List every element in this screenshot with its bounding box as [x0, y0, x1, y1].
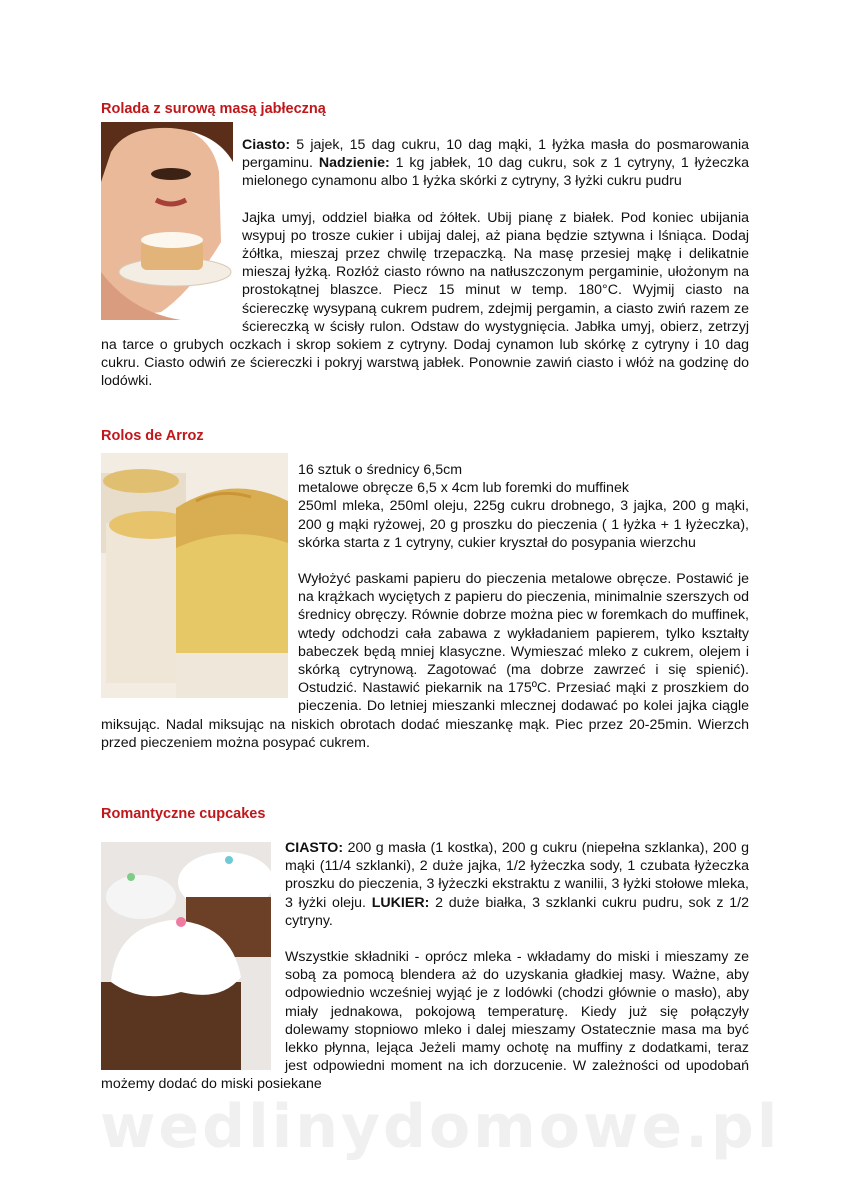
recipe-rolos-de-arroz	[101, 427, 749, 752]
ingredients-ciasto: 5 jajek, 15 dag cukru, 10 dag mąki, 1 łyżka masła do posmarowania pergaminu.	[242, 137, 749, 172]
ingredients-lukier: 2 duże białka, 3 szklanki cukru pudru, sok z 1/2 cytryny.	[285, 894, 750, 929]
watermark: wedlinydomowe.pl	[100, 1092, 781, 1162]
ingredients-label-lukier: LUKIER:	[371, 894, 430, 911]
recipe-title: Rolos de Arroz	[101, 428, 204, 444]
recipe-rolada	[101, 100, 749, 391]
ingredients-list: 250ml mleka, 250ml oleju, 225g cukru drobnego, 3 jajka, 200 g mąki, 200 g mąki ryżowej, 20 g proszku do pieczenia ( 1 łyżka + 1 łyżeczka), skórka starta z 1 cytryny, cukier kryształ do posypania wierzchu	[298, 498, 749, 551]
ingredients-label-nadzienie: Nadzienie:	[318, 155, 390, 172]
equipment-line: metalowe obręcze 6,5 x 4cm lub foremki do muffinek	[298, 480, 629, 497]
recipe-method: Wszystkie składniki - oprócz mleka - wkładamy do miski i mieszamy ze sobą za pomocą blendera aż do uzyskania gładkiej masy. Ważne, aby odpowiednio wcześniej wyjąć je z lodówki (chodzi głównie o masło), aby miały jednakowa, pokojową temperaturę. Kiedy już się połączyły dolewamy stopniowo mleko i dalej mieszamy Ostatecznie masa ma być lekko płynna, lejąca Jeżeli mamy ochotę na muffiny z dodatkami, teraz jest odpowiedni moment na ich dorzucenie. W zależności od upodobań możemy dodać do miski posiekane	[101, 949, 749, 1093]
ingredients-label-ciasto: Ciasto:	[242, 137, 291, 153]
woman-eating-cake-photo	[101, 122, 233, 320]
ingredients-ciasto: 200 g masła (1 kostka), 200 g cukru (niepełna szklanka), 200 g mąki (11/4 szklanki), 2 duże jajka, 1/2 łyżeczka sody, 1 czubata łyżeczka proszku do pieczenia, 3 łyżeczki ekstraktu z wanilii, 3 łyżki stołowe mleka, 3 łyżki oleju.	[285, 840, 749, 911]
yield-line: 16 sztuk o średnicy 6,5cm	[298, 462, 463, 478]
ingredients-label-ciasto: CIASTO:	[285, 840, 344, 856]
recipe-method: Jajka umyj, oddziel białka od żółtek. Ubij pianę z białek. Pod koniec ubijania wsypuj po trosze cukier i ubijaj dalej, aż piana będzie sztywna i lśniąca. Dodaj żółtka, mieszaj przez chwilę trzepaczką. Na masę przesiej mąkę i delikatnie mieszaj łyżką. Rozłóż ciasto równo na natłuszczonym pergaminie, ułożonym na prostokątnej blaszce. Piecz 15 minut w temp. 180°C. Wyjmij ciasto na ściereczkę wysypaną cukrem pudrem, zdejmij pergamin, a ciasto zwiń razem ze ściereczką w ścisły rulon. Odstaw do wystygnięcia. Jabłka umyj, obierz, zetrzyj na tarce o grubych oczkach i skrop sokiem z cytryny. Dodaj cynamon lub skórkę z cytryny i 10 dag cukru. Ciasto odwiń ze ściereczki i pokryj warstwą jabłek. Ponownie zawiń ciasto i włóż na godzinę do lodówki.	[101, 209, 749, 390]
recipe-romantyczne-cupcakes	[101, 805, 749, 1094]
recipe-method: Wyłożyć paskami papieru do pieczenia metalowe obręcze. Postawić je na krążkach wyciętych z papieru do pieczenia, minimalnie szerszych od średnicy obręczy. Równie dobrze można piec w foremkach do muffinek, wtedy odchodzi cała zabawa z wykładaniem papierem, tylko kształty babeczek będą mniej klasyczne. Wymieszać mleko z cukrem, olejem i skórką cytrynową. Zagotować (ma dobrze zawrzeć i się spienić). Ostudzić. Nastawić piekarnik na 175ºC. Przesiać mąki z proszkiem do pieczenia. Do letniej mieszanki mlecznej dodawać po kolei jajka ciągle miksując. Nadal miksując na niskich obrotach dodać mieszankę mąk. Piec przez 20-25min. Wierzch przed pieczeniem można posypać cukrem.	[101, 571, 749, 751]
ingredients-nadzienie: 1 kg jabłek, 10 dag cukru, sok z 1 cytryny, 1 łyżeczka mielonego cynamonu albo 1 łyżka skórki z cytryny, 3 łyżki cukru pudru	[242, 155, 750, 190]
cupcakes-photo	[101, 842, 271, 1070]
recipe-title: Rolada z surową masą jabłeczną	[101, 101, 326, 117]
recipe-title: Romantyczne cupcakes	[101, 806, 266, 822]
muffins-photo	[101, 453, 288, 698]
